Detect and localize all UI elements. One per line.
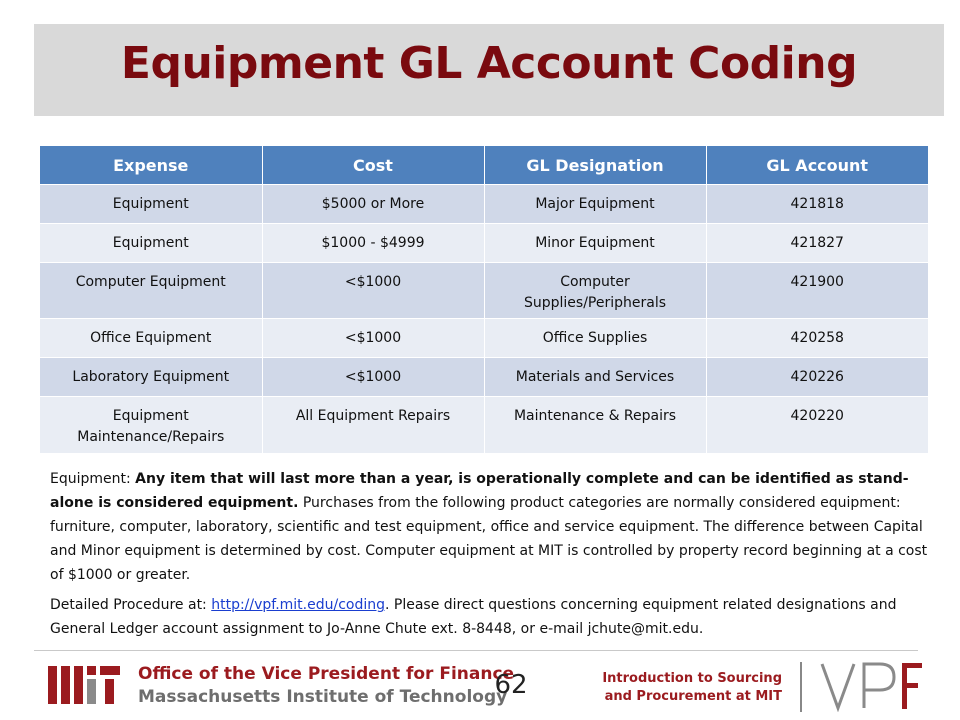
definition-rest: Purchases from the following product categories are normally considered equipment: furniture, computer, laboratory, scientific and test equipment, office and service equipment. The difference between Capital and Minor equipment is determined by cost. Computer equipment at MIT is controlled by property record beginning at a cost of $1000 or greater.: [50, 495, 928, 583]
cell-designation: Computer Supplies/Peripherals: [484, 263, 706, 319]
cell-expense: Office Equipment: [40, 319, 262, 358]
table-row: [40, 224, 928, 263]
cell-cost: <$1000: [262, 263, 484, 319]
table-row: [40, 397, 928, 453]
header-cost: Cost: [262, 146, 484, 185]
org-line-2: Massachusetts Institute of Technology: [138, 687, 508, 707]
cell-cost: $1000 - $4999: [262, 224, 484, 263]
procedure-rest: . Please direct questions concerning equipment related designations and General Ledger account assignment to Jo-Anne Chute ext. 8-8448, or e-mail jchute@mit.edu.: [50, 597, 897, 637]
cell-expense: Equipment Maintenance/Repairs: [40, 397, 262, 453]
course-title-line-2: and Procurement at MIT: [604, 689, 782, 704]
cell-expense: Computer Equipment: [40, 263, 262, 319]
cell-cost: <$1000: [262, 319, 484, 358]
cell-designation: Office Supplies: [484, 319, 706, 358]
mit-logo-icon: [48, 664, 120, 708]
header-gl-designation: GL Designation: [484, 146, 706, 185]
slide-title: Equipment GL Account Coding: [120, 38, 858, 89]
equipment-definition: [50, 467, 930, 587]
header-gl-account: GL Account: [706, 146, 928, 185]
page-number: 62: [494, 670, 528, 700]
cell-cost: $5000 or More: [262, 185, 484, 224]
header-expense: Expense: [40, 146, 262, 185]
notes-section: [50, 467, 930, 647]
procedure-link[interactable]: http://vpf.mit.edu/coding: [211, 597, 385, 613]
cell-account: 421818: [706, 185, 928, 224]
definition-bold-text: Any item that will last more than a year, is operationally complete and can be identified as stand-alone is considered equipment.: [50, 471, 909, 511]
table-row: [40, 319, 928, 358]
cell-expense: Equipment: [40, 185, 262, 224]
cell-account: 420220: [706, 397, 928, 453]
cell-expense: Equipment: [40, 224, 262, 263]
cell-expense: Laboratory Equipment: [40, 358, 262, 397]
cell-account: 421827: [706, 224, 928, 263]
cell-account: 420258: [706, 319, 928, 358]
course-title-block: [560, 670, 782, 706]
vpf-logo-icon: [820, 660, 924, 712]
procedure-note: [50, 593, 930, 641]
cell-designation: Minor Equipment: [484, 224, 706, 263]
cell-account: 421900: [706, 263, 928, 319]
procedure-prefix: Detailed Procedure at:: [50, 597, 212, 613]
footer-divider: [34, 650, 918, 651]
table-row: [40, 263, 928, 319]
table-header-row: [40, 146, 928, 185]
footer-separator: [800, 662, 802, 712]
cell-designation: Materials and Services: [484, 358, 706, 397]
gl-account-table: [40, 146, 928, 453]
cell-designation: Maintenance & Repairs: [484, 397, 706, 453]
course-title-line-1: Introduction to Sourcing: [602, 671, 782, 686]
cell-cost: <$1000: [262, 358, 484, 397]
org-line-1: Office of the Vice President for Finance: [138, 664, 515, 684]
title-bar: [34, 24, 944, 116]
cell-cost: All Equipment Repairs: [262, 397, 484, 453]
table-row: [40, 185, 928, 224]
table-row: [40, 358, 928, 397]
org-name-block: [138, 664, 514, 707]
definition-label: Equipment:: [50, 471, 136, 487]
cell-designation: Major Equipment: [484, 185, 706, 224]
cell-account: 420226: [706, 358, 928, 397]
